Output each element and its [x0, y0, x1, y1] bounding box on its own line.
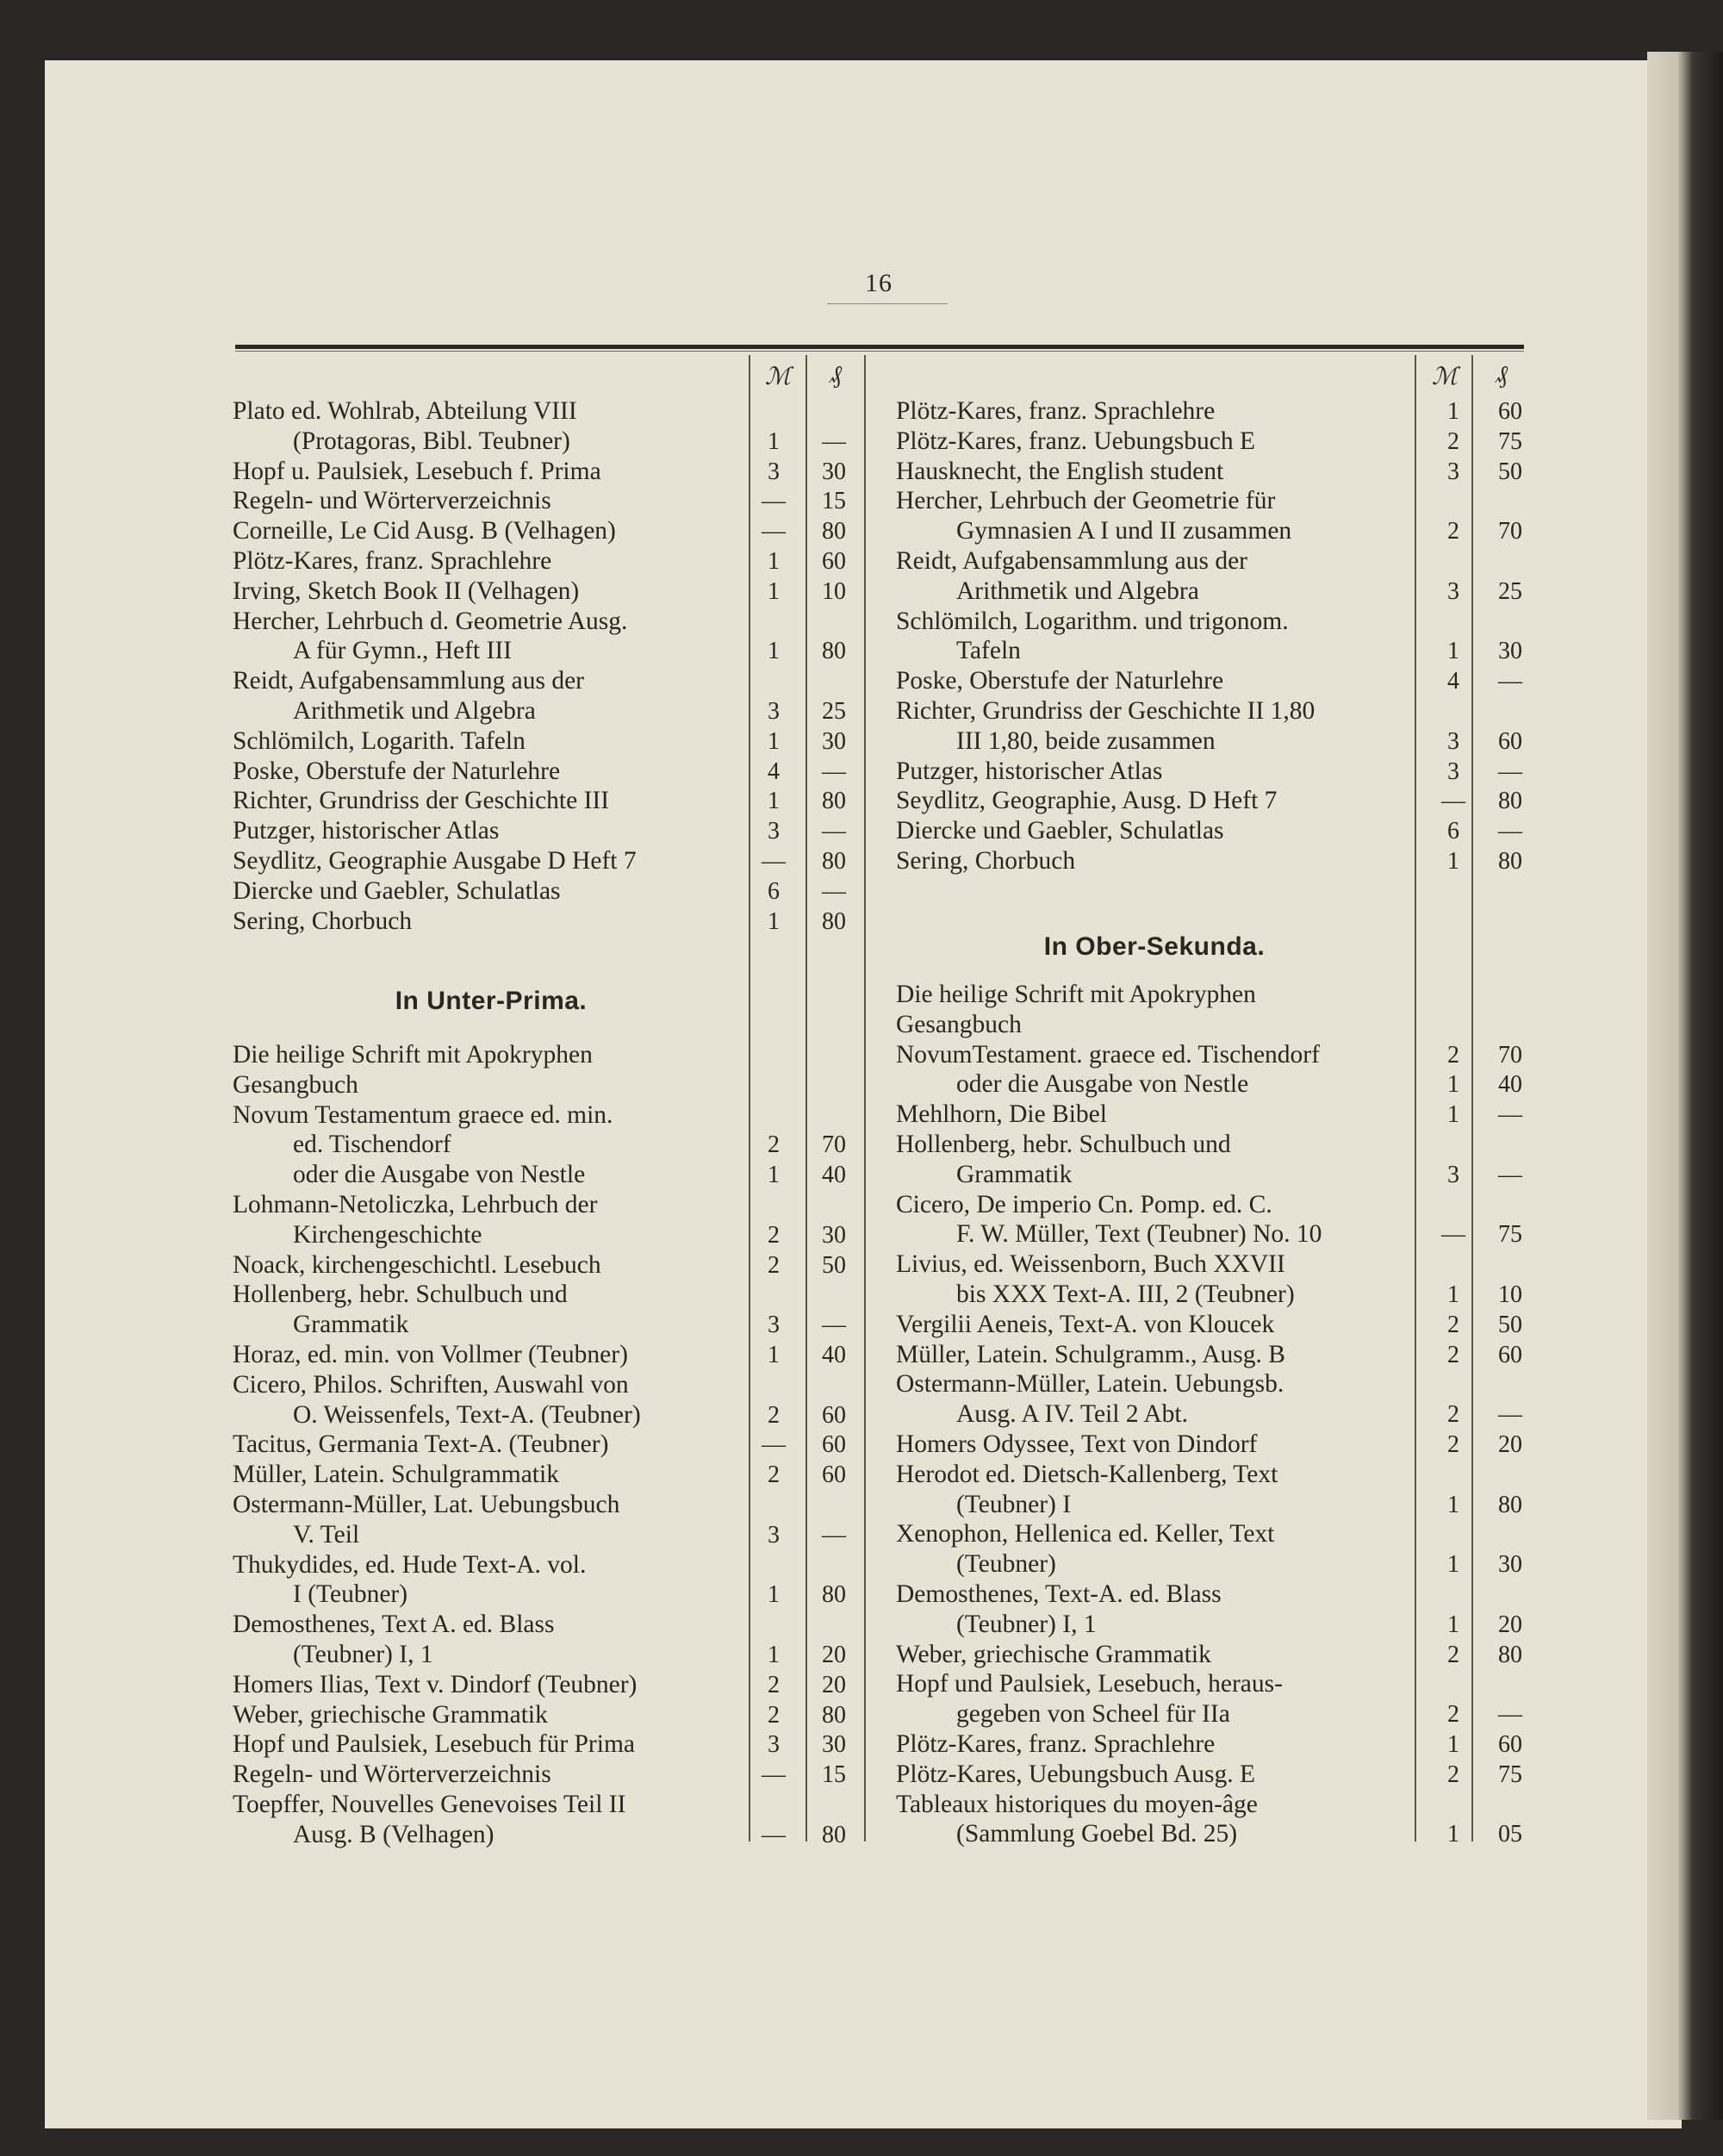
- price-pfennig: 80: [822, 788, 846, 815]
- item-title: Reidt, Aufgabensammlung aus der: [896, 547, 1248, 575]
- price-marks: 1: [768, 788, 780, 815]
- price-marks: 1: [1447, 1071, 1459, 1099]
- price-marks: 3: [1447, 577, 1459, 605]
- item-title: Gymnasien A I und II zusammen: [956, 517, 1292, 545]
- item-title: Poske, Oberstufe der Naturlehre: [233, 757, 561, 785]
- price-pfennig: 20: [1498, 1611, 1522, 1638]
- item-title: Gesangbuch: [896, 1010, 1022, 1038]
- price-marks: 3: [1447, 458, 1459, 485]
- item-title: Kirchengeschichte: [293, 1220, 482, 1249]
- price-marks: 1: [768, 727, 780, 755]
- price-pfennig: 80: [822, 1701, 846, 1729]
- price-pfennig: —: [822, 877, 846, 905]
- price-pfennig: 60: [822, 548, 846, 575]
- price-marks: —: [762, 1761, 786, 1789]
- item-title: Hercher, Lehrbuch d. Geometrie Ausg.: [233, 607, 628, 635]
- item-title: Noack, kirchengeschichtl. Lesebuch: [233, 1250, 601, 1279]
- price-pfennig: 80: [1498, 1641, 1522, 1668]
- price-pfennig: 60: [1498, 1731, 1522, 1758]
- item-title: gegeben von Scheel für IIa: [956, 1700, 1230, 1729]
- item-title: Irving, Sketch Book II (Velhagen): [233, 576, 580, 605]
- price-marks: 3: [1447, 757, 1459, 785]
- item-title: Richter, Grundriss der Geschichte II 1,80: [896, 697, 1316, 725]
- right-mark-rule-left: [1415, 355, 1416, 1841]
- top-rule: [235, 345, 1524, 349]
- item-title: Plato ed. Wohlrab, Abteilung VIII: [233, 397, 577, 425]
- price-pfennig: 80: [822, 638, 846, 665]
- price-marks: —: [1441, 788, 1465, 815]
- price-marks: 1: [768, 907, 780, 935]
- price-pfennig: 60: [1498, 727, 1522, 755]
- price-marks: 1: [768, 548, 780, 575]
- item-title: Hollenberg, hebr. Schulbuch und: [233, 1281, 568, 1309]
- price-marks: 6: [1447, 818, 1459, 845]
- price-pfennig: 70: [822, 1131, 846, 1159]
- price-pfennig: 05: [1498, 1821, 1522, 1848]
- item-title: Ostermann-Müller, Latein. Uebungsb.: [896, 1370, 1284, 1399]
- price-marks: —: [762, 488, 786, 515]
- item-title: NovumTestament. graece ed. Tischendorf: [896, 1040, 1320, 1069]
- price-pfennig: —: [1498, 1701, 1522, 1729]
- price-marks: 2: [768, 1251, 780, 1279]
- item-title: Homers Odyssee, Text von Dindorf: [896, 1430, 1258, 1458]
- item-title: oder die Ausgabe von Nestle: [293, 1161, 586, 1189]
- price-pfennig: 75: [1498, 427, 1522, 455]
- price-pfennig: 15: [822, 488, 846, 515]
- item-title: Novum Testamentum graece ed. min.: [233, 1100, 613, 1129]
- price-marks: 2: [1447, 1431, 1459, 1458]
- price-pfennig: 80: [822, 518, 846, 545]
- price-pfennig: —: [822, 427, 846, 455]
- price-marks: 1: [768, 1162, 780, 1189]
- item-title: O. Weissenfels, Text-A. (Teubner): [293, 1400, 641, 1429]
- item-title: Tableaux historiques du moyen-âge: [896, 1790, 1258, 1818]
- item-title: (Teubner) I: [956, 1490, 1072, 1518]
- item-title: Regeln- und Wörterverzeichnis: [233, 487, 551, 515]
- item-title: Regeln- und Wörterverzeichnis: [233, 1760, 551, 1789]
- item-title: Corneille, Le Cid Ausg. B (Velhagen): [233, 517, 616, 545]
- price-marks: —: [1441, 1221, 1465, 1249]
- item-title: Weber, griechische Grammatik: [233, 1700, 548, 1729]
- item-title: Putzger, historischer Atlas: [896, 757, 1163, 785]
- price-marks: 1: [1447, 638, 1459, 665]
- price-pfennig: —: [1498, 1401, 1522, 1429]
- item-title: Grammatik: [293, 1311, 409, 1339]
- item-title: Hopf und Paulsiek, Lesebuch, heraus-: [896, 1670, 1283, 1698]
- price-marks: 2: [1447, 427, 1459, 455]
- price-marks: 2: [1447, 1760, 1459, 1788]
- price-marks: 1: [1447, 1611, 1459, 1638]
- price-marks: 1: [768, 1642, 780, 1668]
- left-pf-header: ₰: [830, 362, 842, 389]
- price-pfennig: 40: [1498, 1071, 1522, 1099]
- price-pfennig: 80: [1498, 848, 1522, 875]
- top-rule-thin: [235, 351, 1524, 352]
- price-marks: —: [762, 848, 786, 875]
- item-title: Hopf u. Paulsiek, Lesebuch f. Prima: [233, 457, 601, 485]
- price-marks: 1: [1447, 1491, 1459, 1518]
- right-mark-header: ℳ: [1432, 364, 1458, 390]
- item-title: A für Gymn., Heft III: [293, 637, 512, 665]
- item-title: (Teubner) I, 1: [293, 1641, 433, 1668]
- price-marks: 2: [768, 1401, 780, 1429]
- price-marks: 2: [1447, 1341, 1459, 1368]
- price-marks: 1: [1447, 398, 1459, 425]
- price-pfennig: —: [1498, 1161, 1522, 1188]
- section-heading: In Unter-Prima.: [395, 987, 588, 1015]
- item-title: Müller, Latein. Schulgrammatik: [233, 1461, 559, 1489]
- page-edge-shadow: [1647, 52, 1723, 2120]
- price-marks: 4: [768, 757, 780, 785]
- item-title: V. Teil: [293, 1520, 360, 1548]
- item-title: Ausg. B (Velhagen): [293, 1820, 495, 1848]
- price-marks: 2: [1447, 1041, 1459, 1069]
- price-marks: 2: [1447, 1311, 1459, 1338]
- item-title: Reidt, Aufgabensammlung aus der: [233, 667, 585, 695]
- price-marks: 2: [768, 1131, 780, 1159]
- section-heading: In Ober-Sekunda.: [1043, 932, 1266, 961]
- item-title: Cicero, Philos. Schriften, Auswahl von: [233, 1370, 629, 1399]
- price-marks: 1: [768, 577, 780, 605]
- item-title: III 1,80, beide zusammen: [956, 726, 1216, 755]
- item-title: Xenophon, Hellenica ed. Keller, Text: [896, 1520, 1275, 1548]
- price-marks: —: [762, 1821, 786, 1848]
- item-title: Seydlitz, Geographie, Ausg. D Heft 7: [896, 787, 1278, 815]
- price-marks: 1: [1447, 1731, 1459, 1758]
- price-pfennig: 30: [822, 1731, 846, 1759]
- price-marks: 2: [1447, 1641, 1459, 1668]
- price-pfennig: 75: [1498, 1221, 1522, 1249]
- price-pfennig: 20: [822, 1671, 846, 1698]
- price-pfennig: —: [822, 1521, 846, 1548]
- price-marks: 3: [768, 818, 780, 845]
- item-title: Die heilige Schrift mit Apokryphen: [233, 1041, 593, 1069]
- price-pfennig: 80: [822, 1581, 846, 1609]
- price-pfennig: 30: [1498, 638, 1522, 665]
- price-marks: 1: [1447, 1551, 1459, 1579]
- price-pfennig: 40: [822, 1162, 846, 1189]
- price-pfennig: 80: [822, 907, 846, 935]
- price-pfennig: —: [1498, 668, 1522, 695]
- item-title: Livius, ed. Weissenborn, Buch XXVII: [896, 1250, 1285, 1279]
- price-marks: 1: [1447, 1821, 1459, 1848]
- item-title: Hausknecht, the English student: [896, 457, 1224, 485]
- price-marks: 6: [768, 877, 780, 905]
- left-mark-rule-right: [806, 355, 807, 1841]
- price-pfennig: 60: [1498, 398, 1522, 425]
- price-pfennig: 60: [822, 1431, 846, 1459]
- item-title: Homers Ilias, Text v. Dindorf (Teubner): [233, 1670, 638, 1698]
- item-title: Demosthenes, Text-A. ed. Blass: [896, 1580, 1222, 1608]
- page-number: 16: [865, 269, 893, 297]
- item-title: Hollenberg, hebr. Schulbuch und: [896, 1131, 1231, 1158]
- price-marks: 3: [1447, 727, 1459, 755]
- price-marks: 1: [768, 1581, 780, 1609]
- item-title: Tacitus, Germania Text-A. (Teubner): [233, 1430, 609, 1459]
- item-title: Ostermann-Müller, Lat. Uebungsbuch: [233, 1491, 620, 1518]
- price-pfennig: 50: [1498, 458, 1522, 485]
- left-mark-header: ℳ: [765, 364, 791, 390]
- price-marks: 3: [1447, 1161, 1459, 1188]
- price-marks: 3: [768, 1731, 780, 1759]
- item-title: Gesangbuch: [233, 1070, 358, 1099]
- item-title: Hopf und Paulsiek, Lesebuch für Prima: [233, 1730, 635, 1759]
- price-marks: 4: [1447, 668, 1459, 695]
- item-title: Demosthenes, Text A. ed. Blass: [233, 1611, 555, 1639]
- price-marks: 1: [768, 1342, 780, 1368]
- price-pfennig: —: [822, 1312, 846, 1339]
- price-marks: 2: [768, 1701, 780, 1729]
- price-pfennig: 80: [822, 1821, 846, 1848]
- price-pfennig: 30: [822, 1221, 846, 1249]
- item-title: bis XXX Text-A. III, 2 (Teubner): [956, 1281, 1295, 1308]
- price-pfennig: 80: [1498, 1491, 1522, 1518]
- item-title: Sering, Chorbuch: [233, 907, 413, 935]
- item-title: Thukydides, ed. Hude Text-A. vol.: [233, 1550, 587, 1579]
- price-pfennig: 30: [1498, 1551, 1522, 1579]
- price-pfennig: 50: [1498, 1311, 1522, 1338]
- item-title: Plötz-Kares, franz. Sprachlehre: [233, 547, 552, 575]
- item-title: Seydlitz, Geographie Ausgabe D Heft 7: [233, 847, 637, 875]
- price-marks: 1: [768, 638, 780, 665]
- price-pfennig: 30: [822, 727, 846, 755]
- item-title: Arithmetik und Algebra: [956, 576, 1199, 605]
- item-title: Weber, griechische Grammatik: [896, 1640, 1211, 1668]
- item-title: Grammatik: [956, 1160, 1073, 1188]
- price-marks: 1: [1447, 848, 1459, 875]
- price-pfennig: 60: [822, 1401, 846, 1429]
- price-pfennig: 10: [822, 577, 846, 605]
- price-marks: 2: [1447, 1401, 1459, 1429]
- price-pfennig: 80: [1498, 788, 1522, 815]
- price-pfennig: 15: [822, 1761, 846, 1789]
- price-marks: 1: [1447, 1101, 1459, 1129]
- item-title: Schlömilch, Logarith. Tafeln: [233, 726, 526, 755]
- price-pfennig: 70: [1498, 1041, 1522, 1069]
- item-title: Arithmetik und Algebra: [293, 697, 536, 725]
- item-title: I (Teubner): [293, 1580, 408, 1609]
- item-title: Cicero, De imperio Cn. Pomp. ed. C.: [896, 1190, 1272, 1218]
- item-title: Richter, Grundriss der Geschichte III: [233, 787, 610, 815]
- item-title: (Teubner): [956, 1550, 1056, 1579]
- price-marks: 1: [768, 427, 780, 455]
- item-title: Plötz-Kares, franz. Sprachlehre: [896, 1730, 1216, 1758]
- price-pfennig: 70: [1498, 518, 1522, 545]
- item-title: Horaz, ed. min. von Vollmer (Teubner): [233, 1341, 628, 1368]
- item-title: (Protagoras, Bibl. Teubner): [293, 427, 570, 455]
- price-pfennig: 10: [1498, 1281, 1522, 1308]
- price-marks: 2: [1447, 518, 1459, 545]
- item-title: Plötz-Kares, franz. Uebungsbuch E: [896, 427, 1255, 455]
- page-number-rule: [827, 303, 948, 304]
- left-pf-rule-right: [864, 355, 866, 1841]
- item-title: F. W. Müller, Text (Teubner) No. 10: [956, 1220, 1322, 1249]
- item-title: Müller, Latein. Schulgramm., Ausg. B: [896, 1340, 1285, 1368]
- item-title: Toepffer, Nouvelles Genevoises Teil II: [233, 1791, 626, 1818]
- price-pfennig: 20: [1498, 1431, 1522, 1458]
- price-marks: 2: [768, 1461, 780, 1489]
- item-title: Schlömilch, Logarithm. und trigonom.: [896, 607, 1289, 635]
- price-pfennig: 30: [822, 458, 846, 485]
- price-pfennig: 25: [822, 698, 846, 725]
- price-pfennig: 40: [822, 1342, 846, 1368]
- price-pfennig: 80: [822, 848, 846, 875]
- item-title: (Sammlung Goebel Bd. 25): [956, 1820, 1238, 1848]
- price-pfennig: —: [822, 757, 846, 785]
- price-marks: 3: [768, 1312, 780, 1339]
- item-title: Lohmann-Netoliczka, Lehrbuch der: [233, 1191, 598, 1218]
- price-marks: 1: [1447, 1281, 1459, 1308]
- price-marks: 2: [1447, 1701, 1459, 1729]
- item-title: Die heilige Schrift mit Apokryphen: [896, 981, 1256, 1008]
- item-title: Poske, Oberstufe der Naturlehre: [896, 667, 1224, 695]
- price-marks: 2: [768, 1671, 780, 1698]
- price-marks: —: [762, 1431, 786, 1459]
- item-title: oder die Ausgabe von Nestle: [956, 1070, 1249, 1099]
- item-title: Sering, Chorbuch: [896, 847, 1076, 875]
- price-marks: 2: [768, 1221, 780, 1249]
- item-title: Mehlhorn, Die Bibel: [896, 1100, 1107, 1129]
- item-title: Vergilii Aeneis, Text-A. von Kloucek: [896, 1310, 1275, 1338]
- item-title: Tafeln: [956, 637, 1021, 665]
- price-marks: 3: [768, 698, 780, 725]
- item-title: Herodot ed. Dietsch-Kallenberg, Text: [896, 1460, 1278, 1488]
- item-title: Plötz-Kares, franz. Sprachlehre: [896, 397, 1216, 425]
- price-marks: —: [762, 518, 786, 545]
- item-title: Putzger, historischer Atlas: [233, 817, 500, 845]
- item-title: (Teubner) I, 1: [956, 1610, 1097, 1638]
- item-title: Ausg. A IV. Teil 2 Abt.: [956, 1400, 1188, 1429]
- price-pfennig: 60: [822, 1461, 846, 1489]
- item-title: Diercke und Gaebler, Schulatlas: [233, 876, 561, 905]
- price-pfennig: 50: [822, 1251, 846, 1279]
- price-marks: 3: [768, 1521, 780, 1548]
- price-pfennig: 20: [822, 1642, 846, 1668]
- item-title: Diercke und Gaebler, Schulatlas: [896, 817, 1224, 845]
- price-pfennig: 75: [1498, 1760, 1522, 1788]
- price-pfennig: —: [1498, 757, 1522, 785]
- price-marks: 3: [768, 458, 780, 485]
- item-title: ed. Tischendorf: [293, 1131, 451, 1159]
- price-pfennig: 25: [1498, 577, 1522, 605]
- item-title: Plötz-Kares, Uebungsbuch Ausg. E: [896, 1760, 1256, 1788]
- price-pfennig: —: [822, 818, 846, 845]
- price-pfennig: 60: [1498, 1341, 1522, 1368]
- right-pf-header: ₰: [1496, 362, 1508, 389]
- price-pfennig: —: [1498, 818, 1522, 845]
- item-title: Hercher, Lehrbuch der Geometrie für: [896, 487, 1276, 515]
- price-pfennig: —: [1498, 1101, 1522, 1129]
